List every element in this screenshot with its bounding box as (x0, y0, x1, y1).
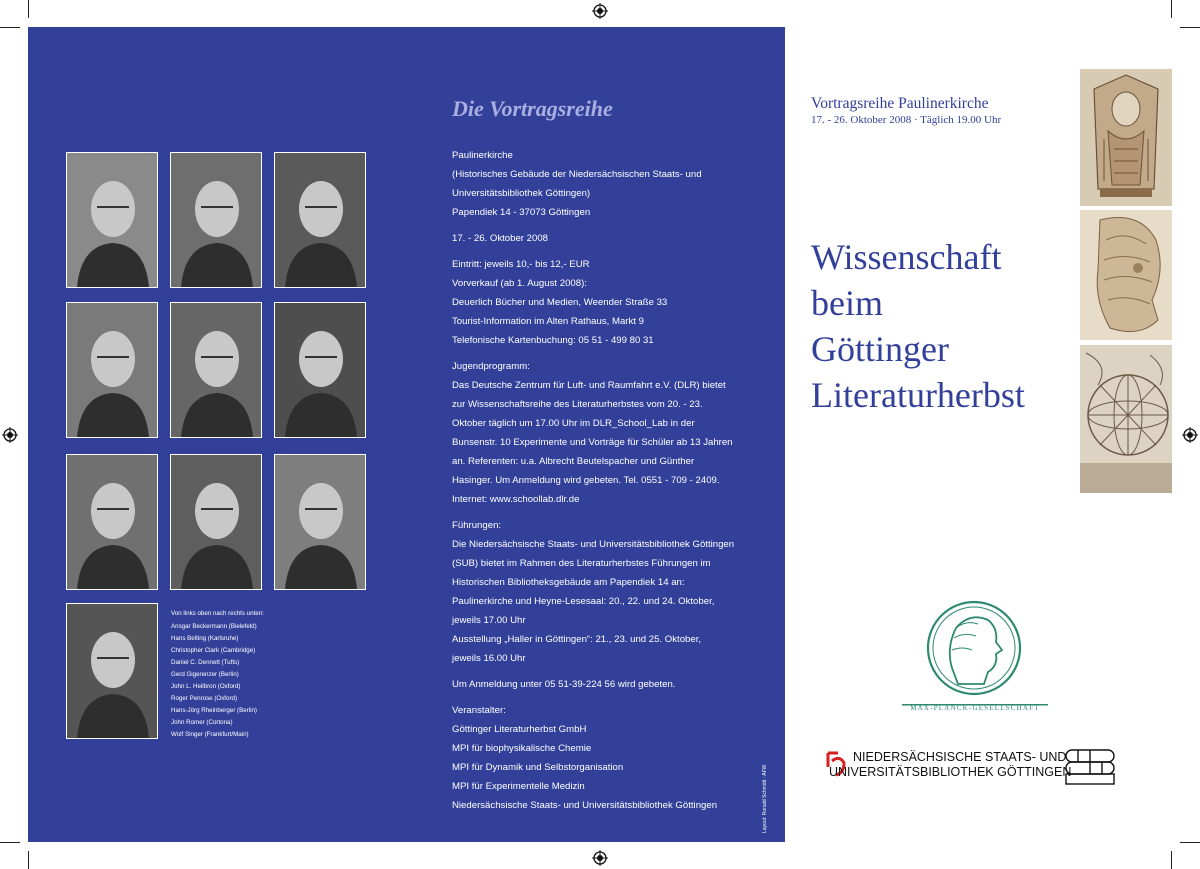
portrait-photo (66, 302, 158, 438)
crop-mark (1180, 27, 1200, 28)
sub-library-name-line1: NIEDERSÄCHSISCHE STAATS- UND (853, 750, 1067, 764)
portrait-photo (274, 454, 366, 590)
caption-name: Hans Belting (Karlsruhe) (171, 635, 239, 642)
info-line: jeweils 17.00 Uhr (452, 615, 526, 626)
main-title-line: Göttinger (811, 329, 949, 369)
main-title-line: Literaturherbst (811, 375, 1025, 415)
info-line: Eintritt: jeweils 10,- bis 12,- EUR (452, 259, 590, 270)
crop-mark (28, 851, 29, 869)
registration-mark-icon (2, 427, 18, 443)
main-title-line: Wissenschaft (811, 237, 1002, 277)
crop-mark (0, 27, 20, 28)
info-block (452, 255, 752, 350)
portrait-photo (170, 152, 262, 288)
caption-name: Ansgar Beckermann (Bielefeld) (171, 623, 257, 630)
engraving-astronomy-image (1080, 345, 1172, 493)
layout-credit-text: Layout: Ronald Schmidt · AFW (762, 764, 768, 833)
portrait-photo (66, 454, 158, 590)
info-line: Paulinerkirche (452, 150, 513, 161)
engraving-anatomy-image (1080, 210, 1172, 340)
registration-mark-icon (592, 850, 608, 866)
info-line: (Historisches Gebäude der Niedersächsischen Staats- und (452, 169, 702, 180)
info-block (452, 229, 752, 248)
info-line: Bunsenstr. 10 Experimente und Vorträge für Schüler ab 13 Jahren (452, 437, 733, 448)
info-line: Historischen Bibliotheksgebäude am Papendiek 14 an: (452, 577, 685, 588)
caption-name: Daniel C. Dennett (Tufts) (171, 659, 240, 666)
info-line: Telefonische Kartenbuchung: 05 51 - 499 80 31 (452, 335, 654, 346)
info-line: an. Referenten: u.a. Albrecht Beutelspacher und Günther (452, 456, 695, 467)
info-line: jeweils 16.00 Uhr (452, 653, 526, 664)
info-block (452, 701, 752, 815)
info-line: Um Anmeldung unter 05 51-39-224 56 wird gebeten. (452, 679, 676, 690)
max-planck-logo-text: MAX-PLANCK-GESELLSCHAFT (910, 704, 1040, 712)
portrait-photo (66, 152, 158, 288)
caption-name: Gerd Gigerenzer (Berlin) (171, 671, 239, 678)
info-block (452, 357, 752, 509)
caption-name: John Romer (Cortona) (171, 719, 233, 726)
portrait-photo (170, 302, 262, 438)
info-line: Paulinerkirche und Heyne-Lesesaal: 20., 22. und 24. Oktober, (452, 596, 715, 607)
series-header (811, 95, 1001, 126)
info-line: Die Niedersächsische Staats- und Universitätsbibliothek Göttingen (452, 539, 735, 550)
portrait-photo (66, 603, 158, 739)
crop-mark (1171, 851, 1172, 869)
portrait-photo (274, 152, 366, 288)
crop-mark (28, 0, 29, 18)
info-line: Deuerlich Bücher und Medien, Weender Straße 33 (452, 297, 668, 308)
info-block (452, 146, 752, 222)
event-info (452, 146, 752, 822)
info-line: Göttinger Literaturherbst GmbH (452, 724, 587, 735)
info-line: Führungen: (452, 520, 502, 531)
sub-library-name-line2: UNIVERSITÄTSBIBLIOTHEK GÖTTINGEN (829, 765, 1072, 779)
caption-header: Von links oben nach rechts unten: (171, 610, 264, 617)
engraving-pharaoh-image (1080, 69, 1172, 206)
caption-name-list (171, 621, 311, 741)
crop-mark (1180, 842, 1200, 843)
caption-name: Roger Penrose (Oxford) (171, 695, 238, 702)
caption-name: Christopher Clark (Cambridge) (171, 647, 256, 654)
info-line: Universitätsbibliothek Göttingen) (452, 188, 591, 199)
portrait-photo (274, 302, 366, 438)
info-line: Papendiek 14 - 37073 Göttingen (452, 207, 591, 218)
main-title-line: beim (811, 283, 883, 323)
info-line: MPI für Experimentelle Medizin (452, 781, 585, 792)
info-line: Das Deutsche Zentrum für Luft- und Raumfahrt e.V. (DLR) bietet (452, 380, 726, 391)
info-line: Jugendprogramm: (452, 361, 530, 372)
series-title: Vortragsreihe Paulinerkirche (811, 95, 989, 112)
registration-mark-icon (1182, 427, 1198, 443)
info-line: Niedersächsische Staats- und Universitätsbibliothek Göttingen (452, 800, 718, 811)
info-line: Hasinger. Um Anmeldung wird gebeten. Tel. 0551 - 709 - 2409. (452, 475, 720, 486)
info-block (452, 516, 752, 668)
crop-mark (1171, 0, 1172, 18)
info-line: MPI für Dynamik und Selbstorganisation (452, 762, 624, 773)
info-line: MPI für biophysikalische Chemie (452, 743, 592, 754)
caption-name: Wolf Singer (Frankfurt/Main) (171, 731, 249, 738)
info-line: 17. - 26. Oktober 2008 (452, 233, 548, 244)
info-line: Veranstalter: (452, 705, 506, 716)
series-dates: 17. - 26. Oktober 2008 · Täglich 19.00 Uhr (811, 114, 1002, 126)
info-line: Tourist-Information im Alten Rathaus, Markt 9 (452, 316, 644, 327)
portrait-photo (170, 454, 262, 590)
left-panel (28, 27, 785, 842)
info-line: (SUB) bietet im Rahmen des Literaturherbstes Führungen im (452, 558, 711, 569)
info-line: Internet: www.schoollab.dlr.de (452, 494, 580, 505)
layout-credit (762, 743, 770, 833)
max-planck-logo (900, 598, 1050, 723)
section-heading: Die Vortragsreihe (452, 96, 613, 121)
caption-name: Hans-Jörg Rheinberger (Berlin) (171, 707, 257, 714)
portrait-caption (171, 608, 311, 741)
sub-library-name (829, 750, 1072, 780)
info-line: zur Wissenschaftsreihe des Literaturherbstes vom 20. - 23. (452, 399, 703, 410)
info-block (452, 675, 752, 694)
crop-mark (0, 842, 20, 843)
registration-mark-icon (592, 3, 608, 19)
main-title (811, 234, 1025, 418)
caption-name: John L. Heilbron (Oxford) (171, 683, 241, 690)
info-line: Ausstellung „Haller in Göttingen“: 21., 23. und 25. Oktober, (452, 634, 702, 645)
info-line: Vorverkauf (ab 1. August 2008): (452, 278, 587, 289)
info-line: Oktober täglich um 17.00 Uhr im DLR_School_Lab in der (452, 418, 695, 429)
